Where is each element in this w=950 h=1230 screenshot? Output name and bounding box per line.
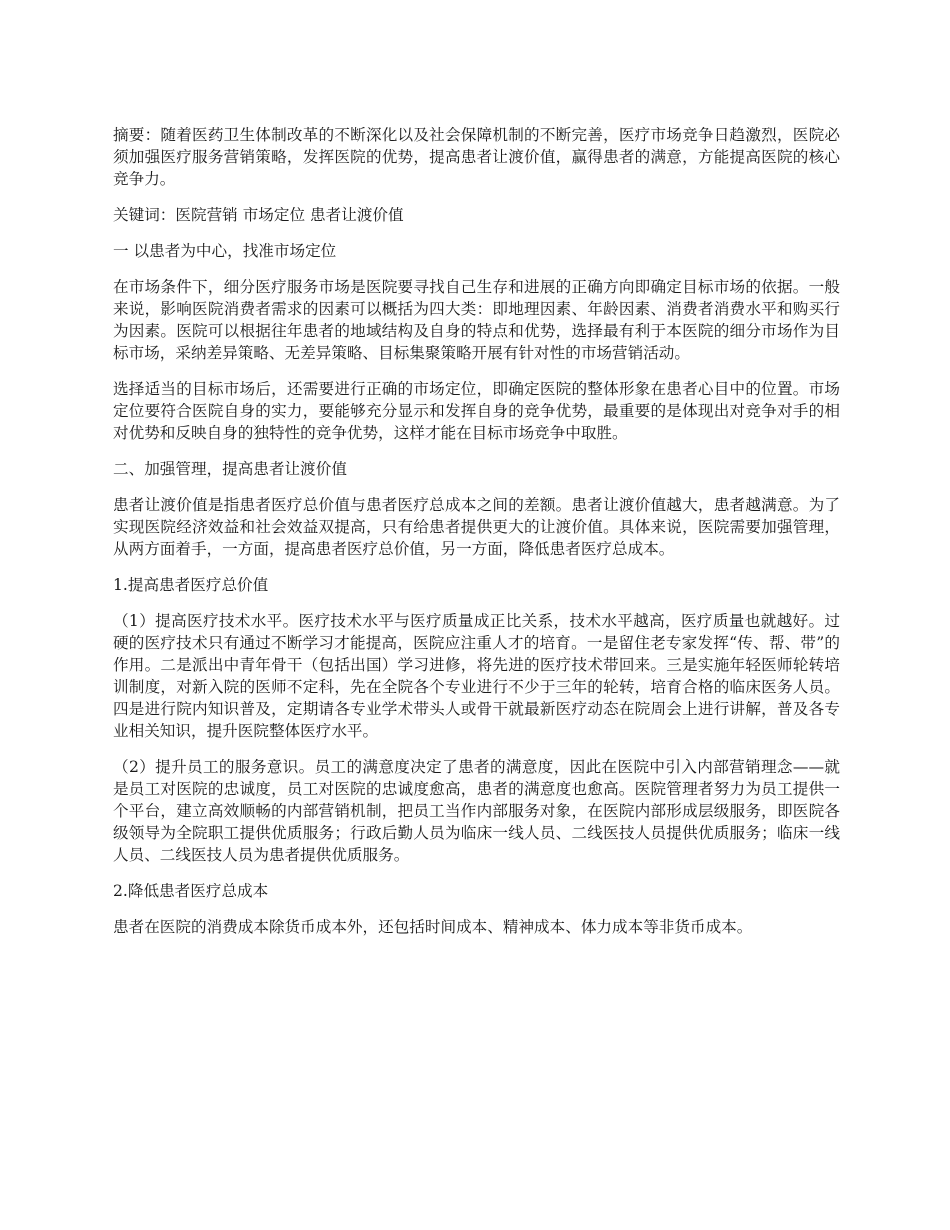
subsection-2-paragraph-1: 患者在医院的消费成本除货币成本外，还包括时间成本、精神成本、体力成本等非货币成本。 [113, 918, 753, 936]
document-page [113, 124, 840, 952]
abstract-paragraph: 摘要：随着医药卫生体制改革的不断深化以及社会保障机制的不断完善，医疗市场竞争日趋激烈，医院必须加强医疗服务营销策略，发挥医院的优势，提高患者让渡价值，赢得患者的满意，方能提高医院的核心竞争力。 [113, 126, 840, 188]
section-2-heading: 二、加强管理，提高患者让渡价值 [113, 460, 347, 478]
section-2-paragraph-1: 患者让渡价值是指患者医疗总价值与患者医疗总成本之间的差额。患者让渡价值越大，患者越满意。为了实现医院经济效益和社会效益双提高，只有给患者提供更大的让渡价值。具体来说，医院需要加强管理，从两方面着手，一方面，提高患者医疗总价值，另一方面，降低患者医疗总成本。 [113, 496, 840, 558]
section-1-heading: 一 以患者为中心，找准市场定位 [113, 242, 337, 260]
subsection-1-paragraph-1: （1）提高医疗技术水平。医疗技术水平与医疗质量成正比关系，技术水平越高，医疗质量也就越好。过硬的医疗技术只有通过不断学习才能提高，医院应注重人才的培育。一是留住老专家发挥“传、帮、带”的作用。二是派出中青年骨干（包括出国）学习进修，将先进的医疗技术带回来。三是实施年轻医师轮转培训制度，对新入院的医师不定科，先在全院各个专业进行不少于三年的轮转，培育合格的临床医务人员。四是进行院内知识普及，定期请各专业学术带头人或骨干就最新医疗动态在院周会上进行讲解，普及各专业相关知识，提升医院整体医疗水平。 [113, 612, 840, 740]
keywords-line: 关键词：医院营销 市场定位 患者让渡价值 [113, 206, 404, 224]
subsection-2-heading: 2.降低患者医疗总成本 [113, 882, 269, 900]
subsection-1-paragraph-2: （2）提升员工的服务意识。员工的满意度决定了患者的满意度，因此在医院中引入内部营销理念——就是员工对医院的忠诚度，员工对医院的忠诚度愈高，患者的满意度也愈高。医院管理者努力为员工提供一个平台，建立高效顺畅的内部营销机制，把员工当作内部服务对象，在医院内部形成层级服务，即医院各级领导为全院职工提供优质服务；行政后勤人员为临床一线人员、二线医技人员提供优质服务；临床一线人员、二线医技人员为患者提供优质服务。 [113, 758, 840, 864]
section-1-paragraph-1: 在市场条件下，细分医疗服务市场是医院要寻找自己生存和进展的正确方向即确定目标市场的依据。一般来说，影响医院消费者需求的因素可以概括为四大类：即地理因素、年龄因素、消费者消费水平和购买行为因素。医院可以根据往年患者的地域结构及自身的特点和优势，选择最有利于本医院的细分市场作为目标市场，采纳差异策略、无差异策略、目标集聚策略开展有针对性的市场营销活动。 [113, 278, 840, 362]
subsection-1-heading: 1.提高患者医疗总价值 [113, 576, 269, 594]
section-1-paragraph-2: 选择适当的目标市场后，还需要进行正确的市场定位，即确定医院的整体形象在患者心目中的位置。市场定位要符合医院自身的实力，要能够充分显示和发挥自身的竞争优势，最重要的是体现出对竞争对手的相对优势和反映自身的独特性的竞争优势，这样才能在目标市场竞争中取胜。 [113, 380, 840, 442]
